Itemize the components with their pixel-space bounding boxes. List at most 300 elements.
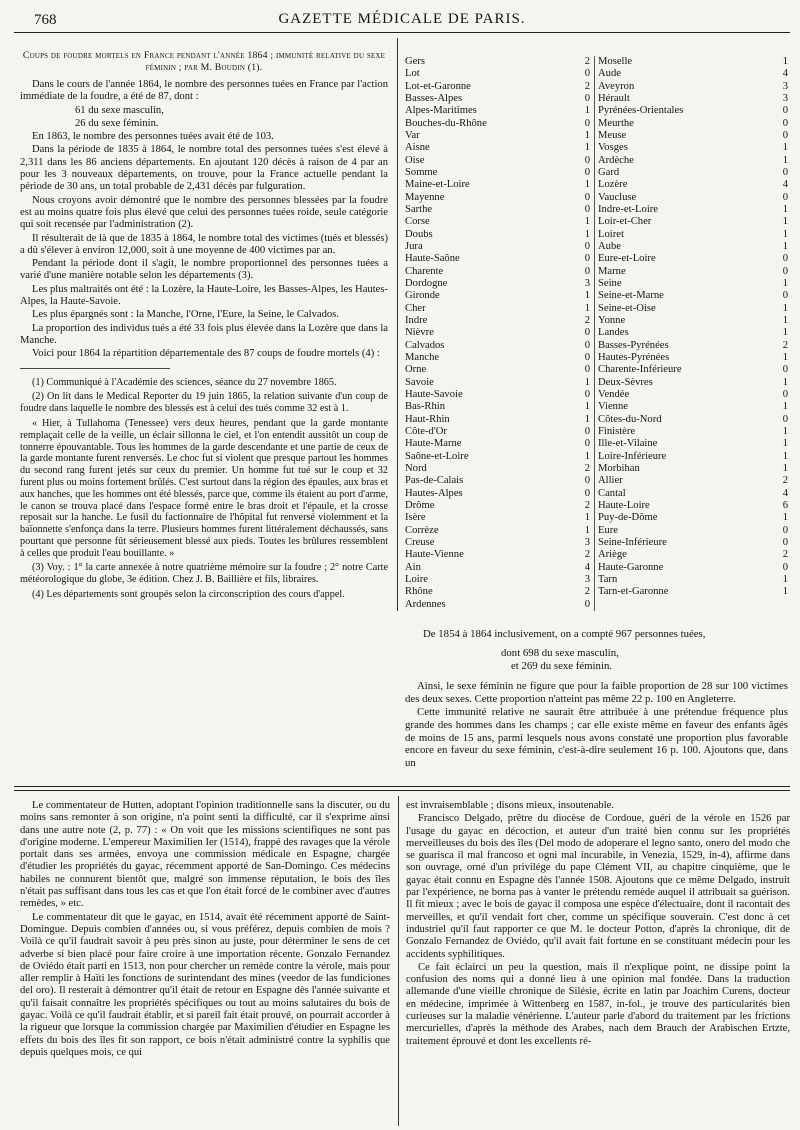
department-row — [405, 68, 590, 80]
department-count: 1 — [782, 216, 788, 228]
feuilleton-right — [406, 800, 790, 1049]
department-count: 0 — [782, 561, 788, 573]
department-name: Haut-Rhin — [405, 413, 450, 425]
department-name: Orne — [405, 364, 427, 376]
department-row — [405, 266, 590, 278]
department-name: Marne — [598, 265, 626, 277]
department-row — [598, 586, 788, 598]
department-name: Seine-Inférieure — [598, 536, 667, 548]
department-count: 2 — [584, 80, 590, 92]
department-row — [598, 463, 788, 475]
department-row — [405, 303, 590, 315]
department-name: Puy-de-Dôme — [598, 512, 658, 524]
department-row — [598, 401, 788, 413]
department-count: 0 — [584, 265, 590, 277]
department-row — [405, 229, 590, 241]
department-row — [598, 229, 788, 241]
footnote: (3) Voy. : 1° la carte annexée à notre quatrième mémoire sur la foudre ; 2° notre Carte météorologique du globe, 3e édition. Chez J. B. Baillière et fils, libraires. — [20, 562, 388, 586]
department-count: 1 — [584, 376, 590, 388]
department-name: Haute-Marne — [405, 438, 462, 450]
paragraph: Voici pour 1864 la répartition départementale des 87 coups de foudre mortels (4) : — [32, 348, 380, 360]
department-row — [405, 327, 590, 339]
department-table-right — [598, 56, 788, 598]
department-count: 0 — [584, 339, 590, 351]
department-row — [405, 512, 590, 524]
department-count: 4 — [584, 561, 590, 573]
department-row — [598, 290, 788, 302]
department-name: Nièvre — [405, 327, 434, 339]
department-count: 0 — [584, 364, 590, 376]
department-name: Seine-et-Oise — [598, 302, 656, 314]
department-count: 0 — [782, 105, 788, 117]
department-row — [598, 438, 788, 450]
department-name: Loir-et-Cher — [598, 216, 652, 228]
department-row — [598, 93, 788, 105]
footnote-quote: « Hier, à Tullahoma (Tenessee) vers deux heures, pendant que la garde montante remplaçait celle de la veille, un éclair sillonna le ciel, et l'on entendit aussitôt un coup de tonnerre épouvantable. Tous les hommes de la garde descendante et une partie de ceux de la garde montante furent renversés. Le choc fut si violent que presque partout les hommes du second rang furent jetés sur ceux du premier. Un homme fut tué sur le coup et 32 furent plus ou moins fortement brûlés. C'est surtout dans la région des épaules, aux bras et aux hanches, que les hommes ont été blessés, parce que, comme ils étaient au port d'arme, le canon se trouva placé dans l'espace formé entre le bras droit et l'épaule, et la crosse reposait sur la hanche. Le fusil du factionnaire de l'hôpital fut renversé violemment et la baïonnette s'enfonça dans la terre. Plusieurs hommes furent littéralement déchaussés, sans pourtant que personne fût sérieusement blessé aux pieds. Toutes les brûlures ressemblent à celles que produit l'eau bouillante. » — [20, 417, 388, 559]
department-count: 3 — [584, 573, 590, 585]
department-row — [598, 487, 788, 499]
department-row — [405, 118, 590, 130]
department-name: Manche — [405, 352, 440, 364]
department-name: Ille-et-Vilaine — [598, 438, 658, 450]
department-name: Loire — [405, 573, 428, 585]
department-row — [405, 377, 590, 389]
department-name: Somme — [405, 167, 438, 179]
department-row — [405, 475, 590, 487]
department-row — [405, 537, 590, 549]
department-row — [598, 130, 788, 142]
department-name: Charente — [405, 265, 444, 277]
department-row — [405, 253, 590, 265]
department-count: 0 — [584, 438, 590, 450]
department-row — [598, 216, 788, 228]
department-count: 1 — [584, 302, 590, 314]
department-count: 2 — [782, 475, 788, 487]
department-row — [405, 290, 590, 302]
department-count: 4 — [782, 179, 788, 191]
department-name: Tarn — [598, 573, 618, 585]
department-count: 1 — [782, 204, 788, 216]
department-row — [598, 253, 788, 265]
department-count: 1 — [782, 352, 788, 364]
footnote: (1) Communiqué à l'Académie des sciences, séance du 27 novembre 1865. — [32, 376, 337, 388]
department-name: Landes — [598, 327, 629, 339]
department-name: Gironde — [405, 290, 440, 302]
department-name: Basses-Pyrénées — [598, 339, 669, 351]
department-count: 2 — [584, 56, 590, 68]
paragraph: La proportion des individus tués a été 33 fois plus élevée dans la Lozère que dans la Manche. — [20, 322, 388, 346]
department-name: Meuse — [598, 130, 627, 142]
department-count: 0 — [584, 598, 590, 610]
department-count: 1 — [782, 426, 788, 437]
department-count: 2 — [782, 339, 788, 351]
department-row — [405, 487, 590, 499]
department-count: 0 — [782, 265, 788, 277]
journal-title: GAZETTE MÉDICALE DE PARIS. — [278, 11, 526, 27]
department-count: 1 — [782, 241, 788, 253]
department-count: 0 — [584, 327, 590, 339]
department-name: Côte-d'Or — [405, 426, 447, 437]
department-count: 0 — [584, 253, 590, 265]
summary-line: dont 698 du sexe masculin, — [501, 646, 619, 659]
department-name: Vendée — [598, 389, 630, 401]
department-row — [405, 56, 590, 68]
paragraph: Les plus épargnés sont : la Manche, l'Orne, l'Eure, la Seine, le Calvados. — [32, 309, 339, 321]
department-name: Deux-Sèvres — [598, 376, 653, 388]
department-name: Doubs — [405, 228, 433, 240]
department-row — [405, 549, 590, 561]
department-row — [405, 438, 590, 450]
department-name: Pas-de-Calais — [405, 475, 464, 487]
feuilleton-left — [20, 800, 390, 1060]
department-row — [405, 93, 590, 105]
department-count: 0 — [584, 389, 590, 401]
department-count: 1 — [782, 154, 788, 166]
department-row — [598, 303, 788, 315]
department-name: Corse — [405, 216, 430, 228]
article-title: Coups de foudre mortels en France pendant l'année 1864 ; immunité relative du sexe féminin ; par M. Boudin (1). — [22, 50, 386, 73]
department-row — [405, 500, 590, 512]
department-row — [598, 155, 788, 167]
footnote: (4) Les départements sont groupés selon la circonscription des cours d'appel. — [32, 589, 345, 601]
department-count: 1 — [584, 105, 590, 117]
department-count: 1 — [584, 216, 590, 228]
department-count: 0 — [782, 413, 788, 425]
department-name: Hautes-Alpes — [405, 487, 463, 499]
department-count: 1 — [782, 573, 788, 585]
department-name: Lozère — [598, 179, 628, 191]
department-row — [598, 68, 788, 80]
department-count: 1 — [584, 290, 590, 302]
table-separator — [594, 56, 595, 611]
department-count: 0 — [584, 241, 590, 253]
department-row — [405, 192, 590, 204]
department-row — [405, 278, 590, 290]
department-count: 1 — [782, 376, 788, 388]
department-name: Haute-Savoie — [405, 389, 463, 401]
department-name: Loire-Inférieure — [598, 450, 667, 462]
department-row — [405, 463, 590, 475]
department-count: 1 — [782, 450, 788, 462]
department-row — [405, 426, 590, 438]
count-male: 61 du sexe masculin, — [75, 104, 164, 116]
department-name: Gers — [405, 56, 426, 68]
department-count: 1 — [584, 142, 590, 154]
department-count: 1 — [782, 56, 788, 68]
department-count: 4 — [782, 487, 788, 499]
department-row — [405, 167, 590, 179]
department-count: 1 — [584, 401, 590, 413]
department-row — [405, 130, 590, 142]
department-row — [405, 142, 590, 154]
department-name: Jura — [405, 241, 423, 253]
department-count: 0 — [782, 191, 788, 203]
department-name: Indre — [405, 315, 428, 327]
department-row — [598, 512, 788, 524]
department-row — [598, 549, 788, 561]
department-name: Ain — [405, 561, 421, 573]
department-name: Lot — [405, 68, 420, 80]
paragraph: Cette immunité relative ne saurait être attribuée à une prétendue fréquence plus grande des hommes dans les champs ; car elle existe même en faveur des enfants âgés de moins de 15 ans, parmi lesquels nous avons constaté une proportion plus favorable encore en faveur du sexe féminin, c'est-à-dire seulement 16 p. 100. Ajoutons que, dans un — [405, 705, 788, 770]
column-rule — [398, 796, 399, 1126]
paragraph: Le commentateur dit que le gayac, en 1514, avait été récemment apporté de Saint-Domingue. Depuis combien d'années ou, si vous préférez, depuis combien de mois ? Voilà ce qu'il faudrait savoir à peu près sinon au juste, pour déterminer le sens de cet adverbe si bien placé pour faire croire à une importation récente. Gonzalo Fernandez de Oviédo était parti en 1513, non pour chercher un remède contre la vérole, mais pour aller remplir à Haïti les fonctions de surintendant des mines (veedor de las fundiciones del oro). Il resterait à démontrer qu'il était de retour en Espagne dès l'année suivante et qu'il faisait connaître les propriétés spécifiques ou tout au moins salutaires du bois de gayac. Voilà ce qu'il faudrait établir, et si pareil fait était prouvé, on pourrait accorder à la rigueur que lorsque la commission chargée par Maximilien d'étudier en Espagne les effets du bois des îles fit son rapport, ce bois n'était administré contre la syphilis que depuis quelques mois, ce qui — [20, 911, 390, 1058]
department-name: Ariège — [598, 549, 627, 561]
department-count: 0 — [584, 167, 590, 179]
department-count: 1 — [584, 228, 590, 240]
department-count: 0 — [584, 93, 590, 105]
department-row — [598, 451, 788, 463]
department-name: Moselle — [598, 56, 633, 68]
department-name: Vienne — [598, 401, 628, 413]
department-row — [405, 81, 590, 93]
department-name: Hautes-Pyrénées — [598, 352, 670, 364]
department-name: Savoie — [405, 376, 434, 388]
department-count: 1 — [782, 302, 788, 314]
department-name: Alpes-Maritimes — [405, 105, 477, 117]
count-female: 26 du sexe féminin. — [75, 117, 159, 129]
department-row — [598, 327, 788, 339]
department-count: 1 — [782, 512, 788, 524]
department-count: 1 — [782, 438, 788, 450]
department-name: Aube — [598, 241, 621, 253]
department-name: Vosges — [598, 142, 628, 154]
department-row — [405, 451, 590, 463]
department-row — [598, 241, 788, 253]
article-column — [20, 40, 388, 604]
department-count: 0 — [782, 536, 788, 548]
department-count: 0 — [584, 191, 590, 203]
department-row — [598, 56, 788, 68]
department-name: Calvados — [405, 339, 445, 351]
department-count: 2 — [584, 315, 590, 327]
department-row — [598, 105, 788, 117]
department-count: 3 — [584, 536, 590, 548]
department-row — [405, 524, 590, 536]
department-count: 0 — [782, 167, 788, 179]
department-count: 1 — [584, 450, 590, 462]
paragraph: Dans la période de 1835 à 1864, le nombre total des personnes tuées s'est élevé à 2,311 dans les 86 anciens départements. En ajoutant 120 décès à raison de 4 par an pour les 3 nouveaux départements, on trouve, pour la France actuelle pendant la période de 30 ans, un total probable de 2,431 décès par fulguration. — [20, 144, 388, 193]
department-name: Pyrénées-Orientales — [598, 105, 684, 117]
department-row — [405, 241, 590, 253]
department-count: 0 — [782, 524, 788, 536]
department-row — [598, 352, 788, 364]
department-count: 3 — [782, 93, 788, 105]
department-count: 4 — [782, 68, 788, 80]
department-count: 3 — [782, 80, 788, 92]
department-count: 0 — [782, 290, 788, 302]
department-name: Creuse — [405, 536, 435, 548]
department-name: Oise — [405, 154, 425, 166]
paragraph: Les plus maltraités ont été : la Lozère, la Haute-Loire, les Basses-Alpes, les Hautes-Alpes, la Haute-Savoie. — [20, 283, 388, 308]
department-row — [405, 586, 590, 598]
department-name: Ardèche — [598, 154, 634, 166]
department-name: Nord — [405, 462, 427, 474]
department-row — [598, 414, 788, 426]
department-row — [405, 340, 590, 352]
department-name: Haute-Garonne — [598, 561, 664, 573]
department-row — [598, 574, 788, 586]
department-count: 0 — [584, 154, 590, 166]
department-row — [405, 216, 590, 228]
department-count: 1 — [584, 179, 590, 191]
department-count: 2 — [584, 462, 590, 474]
department-name: Loiret — [598, 228, 624, 240]
department-row — [598, 142, 788, 154]
department-name: Basses-Alpes — [405, 93, 463, 105]
department-count: 1 — [782, 401, 788, 413]
department-name: Finistère — [598, 426, 636, 437]
department-row — [598, 389, 788, 401]
department-count: 0 — [782, 117, 788, 129]
department-name: Isère — [405, 512, 426, 524]
department-row — [598, 204, 788, 216]
footnote: (2) On lit dans le Medical Reporter du 19 juin 1865, la relation suivante d'un coup de foudre dans laquelle le nombre des blessés est à celui des tués comme 32 est à 1. — [20, 391, 388, 415]
department-count: 1 — [584, 512, 590, 524]
department-name: Cher — [405, 302, 426, 314]
page-header — [14, 8, 790, 33]
department-name: Aveyron — [598, 80, 635, 92]
department-name: Maine-et-Loire — [405, 179, 470, 191]
department-count: 2 — [584, 586, 590, 598]
department-count: 0 — [584, 475, 590, 487]
department-name: Seine — [598, 278, 622, 290]
department-count: 0 — [782, 253, 788, 265]
department-row — [598, 266, 788, 278]
department-count: 0 — [584, 426, 590, 437]
department-row — [598, 179, 788, 191]
department-count: 0 — [584, 68, 590, 80]
department-name: Morbihan — [598, 462, 640, 474]
page-number: 768 — [34, 12, 57, 28]
department-row — [598, 377, 788, 389]
department-count: 1 — [584, 130, 590, 142]
department-count: 0 — [782, 389, 788, 401]
department-name: Mayenne — [405, 191, 445, 203]
department-name: Gard — [598, 167, 620, 179]
department-name: Eure — [598, 524, 618, 536]
department-name: Ardennes — [405, 598, 446, 610]
department-count: 0 — [584, 204, 590, 216]
summary-line: De 1854 à 1864 inclusivement, on a compté 967 personnes tuées, — [423, 628, 706, 640]
department-count: 6 — [782, 499, 788, 511]
department-name: Tarn-et-Garonne — [598, 586, 669, 598]
department-name: Aude — [598, 68, 621, 80]
department-name: Côtes-du-Nord — [598, 413, 662, 425]
section-divider — [14, 786, 790, 791]
department-count: 2 — [584, 499, 590, 511]
department-name: Hérault — [598, 93, 630, 105]
department-row — [598, 340, 788, 352]
paragraph: Dans le cours de l'année 1864, le nombre des personnes tuées en France par l'action immédiate de la foudre, a été de 87, dont : — [20, 79, 388, 103]
department-name: Drôme — [405, 499, 435, 511]
department-row — [405, 389, 590, 401]
department-row — [405, 561, 590, 573]
department-name: Charente-Inférieure — [598, 364, 682, 376]
paragraph: Il résulterait de là que de 1835 à 1864, le nombre total des victimes (tués et blessés) a dû s'élever à environ 12,000, soit à une moyenne de 400 victimes par an. — [20, 232, 388, 256]
department-name: Haute-Loire — [598, 499, 650, 511]
department-name: Indre-et-Loire — [598, 204, 658, 216]
department-row — [405, 155, 590, 167]
department-count: 2 — [584, 549, 590, 561]
department-name: Dordogne — [405, 278, 448, 290]
department-count: 1 — [584, 413, 590, 425]
department-name: Cantal — [598, 487, 626, 499]
department-row — [598, 537, 788, 549]
paragraph: Ainsi, le sexe féminin ne figure que pour la faible proportion de 28 sur 100 victimes des deux sexes. Cette proportion n'atteint pas même 22 p. 100 en Angleterre. — [405, 680, 788, 706]
department-name: Meurthe — [598, 117, 634, 129]
department-row — [405, 105, 590, 117]
department-row — [598, 167, 788, 179]
paragraph: Ce fait éclairci un peu la question, mais il n'explique point, ne dissipe point la confusion des noms qui a donné lieu à une opinion mal fondée. Dans la traduction allemande d'une vieille chronique de Silésie, écrite en latin par Joachim Curens, docteur en médecine, imprimée à Wittenberg en 1587, in-fol., je trouve des particularités bien curieuses sur la maladie vénérienne. L'auteur parle d'abord du traitement par les frictions mercurielles, d'après la méthode des Arabes, nach dem Brauch der Arabischen Ertzte, traitement éprouvé et dont les excellents ré- — [406, 961, 790, 1047]
department-name: Lot-et-Garonne — [405, 80, 471, 92]
paragraph: est invraisemblable ; disons mieux, insoutenable. — [406, 800, 615, 811]
department-count: 0 — [584, 117, 590, 129]
department-count: 0 — [584, 487, 590, 499]
department-name: Allier — [598, 475, 623, 487]
department-row — [598, 500, 788, 512]
department-count: 1 — [782, 586, 788, 598]
department-count: 2 — [782, 549, 788, 561]
department-name: Aisne — [405, 142, 430, 154]
department-row — [598, 364, 788, 376]
department-name: Corrèze — [405, 524, 439, 536]
department-row — [598, 278, 788, 290]
department-count: 0 — [584, 352, 590, 364]
footnotes — [20, 377, 388, 601]
paragraph: Le commentateur de Hutten, adoptant l'opinion traditionnelle sans la discuter, ou du moins sans remonter à son origine, n'a point senti la difficulté, car il s'exprime ainsi dans une autre note (2, p. 77) : « On voit que les missions scientifiques ne sont pas d'origine moderne. L'empereur Maximilien Ier (1514), frappé des ravages que la vérole portait dans ses armées, envoya une commission médicale en Espagne, chargée d'étudier les propriétés du gayac, récemment apporté de San-Domingo. Ces médecins habiles ne connurent bientôt que, malgré son immense réputation, le bois des îles n'était pas suffisant dans tous les cas et que l'on était forcé de le combiner avec d'autres remèdes, » etc. — [20, 800, 390, 910]
department-count: 1 — [782, 228, 788, 240]
department-count: 1 — [782, 462, 788, 474]
department-name: Sarthe — [405, 204, 433, 216]
department-count: 0 — [782, 364, 788, 376]
department-row — [405, 574, 590, 586]
department-row — [405, 414, 590, 426]
summary-block — [405, 628, 788, 770]
department-name: Seine-et-Marne — [598, 290, 664, 302]
department-row — [598, 524, 788, 536]
department-row — [598, 81, 788, 93]
department-name: Haute-Vienne — [405, 549, 464, 561]
department-name: Saône-et-Loire — [405, 450, 469, 462]
department-row — [405, 352, 590, 364]
department-name: Eure-et-Loire — [598, 253, 656, 265]
department-row — [405, 179, 590, 191]
department-row — [405, 598, 590, 610]
department-name: Yonne — [598, 315, 626, 327]
paragraph: En 1863, le nombre des personnes tuées avait été de 103. — [32, 131, 274, 143]
department-count: 0 — [782, 130, 788, 142]
department-row — [405, 401, 590, 413]
department-row — [405, 315, 590, 327]
department-count: 1 — [782, 142, 788, 154]
paragraph: Pendant la période dont il s'agit, le nombre proportionnel des personnes tuées a varié d'une manière notable selon les départements (3). — [20, 258, 388, 282]
department-count: 1 — [782, 315, 788, 327]
paragraph: Nous croyons avoir démontré que le nombre des personnes blessées par la foudre est au moins quatre fois plus élevé que celui des personnes tuées roide, seule catégorie qui soit recensée par l'administration (2). — [20, 194, 388, 231]
paragraph: Francisco Delgado, prêtre du diocèse de Cordoue, guéri de la vérole en 1526 par l'usage du gayac en décoction, et auteur d'un traité bien connu sur les propriétés merveilleuses du bois des îles (Del modo de adoperare el legno santo, onero del modo che se guarisca il mal francoso et ogni mal incurabile, in Venezia, 1529, in-4), affirme dans son ouvrage, orné d'un privilége du pape Clément VII, au chapitre cinquième, que le gayac était connu en Espagne dès l'année 1508. Ajoutons que ce même Delgado, instruit par l'expérience, ne borna pas à vanter le prétendu remède auquel il attribuait sa guérison. Il fit mieux ; avec le bois de gayac il composa une espèce d'électuaire, dont il racontait des merveilles, et qu'il vendait fort cher, comme un spécifique souverain. C'est donc à cet industriel qu'il faut rapporter ce que M. le docteur Potton, d'après la chronique, dit de Gonzalo Fernandez de Oviédo, qu'il avait fait fortune en se constituant médecin pour les accidents syphilitiques. — [406, 813, 790, 960]
department-count: 1 — [782, 327, 788, 339]
department-row — [598, 118, 788, 130]
department-row — [598, 426, 788, 438]
summary-line: et 269 du sexe féminin. — [511, 659, 613, 672]
department-name: Haute-Saône — [405, 253, 460, 265]
department-name: Var — [405, 130, 420, 142]
department-count: 1 — [584, 524, 590, 536]
department-row — [598, 192, 788, 204]
department-table-left — [405, 56, 590, 611]
department-count: 3 — [584, 278, 590, 290]
department-count: 1 — [782, 278, 788, 290]
department-row — [598, 561, 788, 573]
